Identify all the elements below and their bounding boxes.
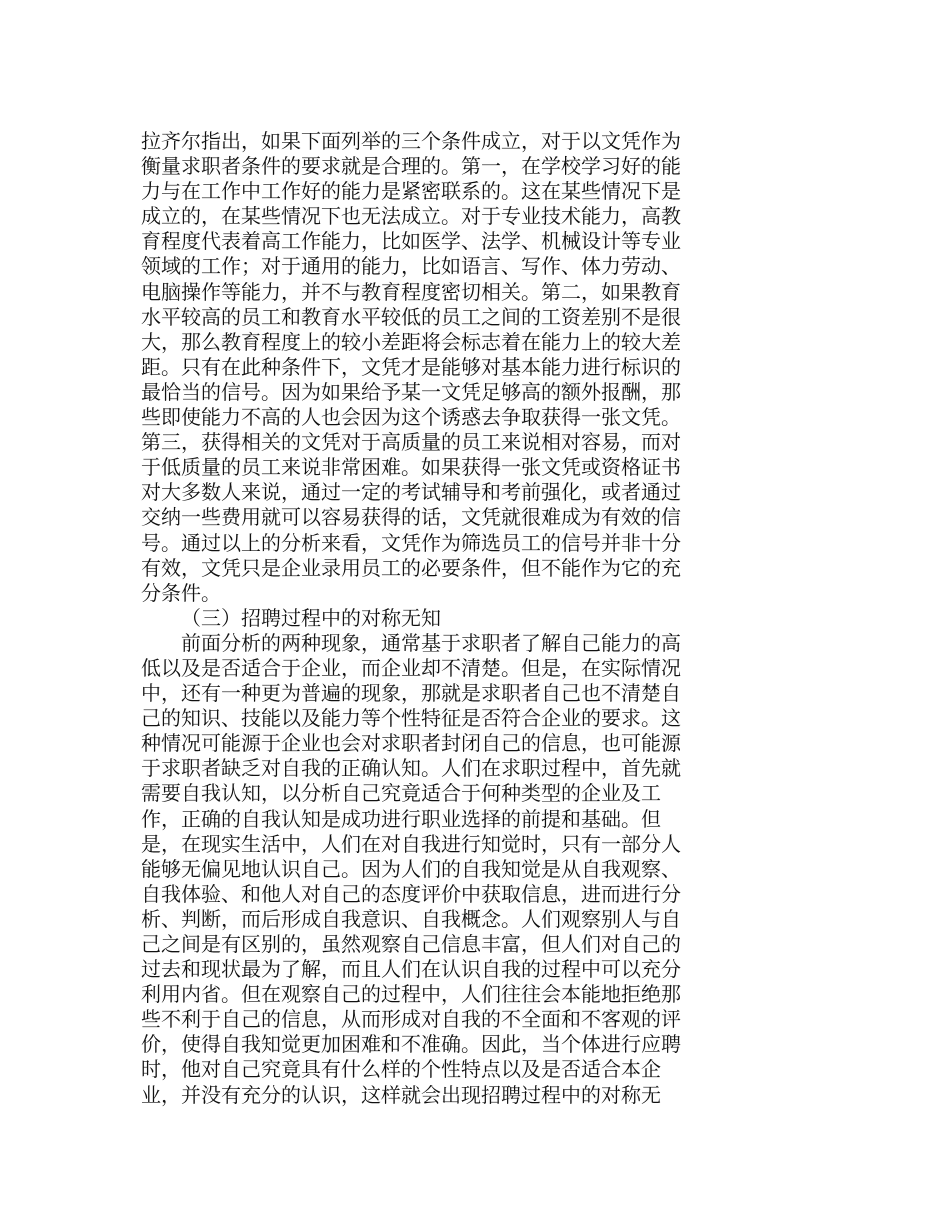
- text-line: 作，正确的自我认知是成功进行职业选择的前提和基础。但: [141, 806, 661, 831]
- text-line: 需要自我认知，以分析自己究竟适合于何种类型的企业及工: [141, 781, 661, 806]
- text-line: 第三，获得相关的文凭对于高质量的员工来说相对容易，而对: [141, 430, 681, 455]
- text-line: 析、判断，而后形成自我意识、自我概念。人们观察别人与自: [141, 906, 681, 931]
- text-line: 对大多数人来说，通过一定的考试辅导和考前强化，或者通过: [141, 480, 681, 505]
- text-line: 己之间是有区别的，虽然观察自己信息丰富，但人们对自己的: [141, 932, 681, 956]
- text-line: 是，在现实生活中，人们在对自我进行知觉时，只有一部分人: [141, 831, 681, 856]
- text-line: 种情况可能源于企业也会对求职者封闭自己的信息，也可能源: [141, 731, 681, 756]
- text-line: 过去和现状最为了解，而且人们在认识自我的过程中可以充分: [141, 957, 681, 982]
- text-line: 前面分析的两种现象，通常基于求职者了解自己能力的高: [181, 630, 681, 655]
- text-line: 领域的工作；对于通用的能力，比如语言、写作、体力劳动、: [141, 254, 681, 279]
- text-line: 大，那么教育程度上的较小差距将会标志着在能力上的较大差: [141, 329, 681, 354]
- paragraph-2: [141, 631, 741, 1108]
- text-line: 价，使得自我知觉更加困难和不准确。因此，当个体进行应聘: [141, 1032, 681, 1057]
- text-line: 己的知识、技能以及能力等个性特征是否符合企业的要求。这: [141, 706, 681, 731]
- text-line: 些即使能力不高的人也会因为这个诱惑去争取获得一张文凭。: [141, 405, 681, 430]
- text-line: 于低质量的员工来说非常困难。如果获得一张文凭或资格证书: [141, 455, 681, 480]
- text-line: 自我体验、和他人对自己的态度评价中获取信息，进而进行分: [141, 881, 681, 906]
- section-heading: （三）招聘过程中的对称无知: [181, 605, 441, 630]
- text-line: 时，他对自己究竟具有什么样的个性特点以及是否适合本企: [141, 1057, 661, 1082]
- text-line: 拉齐尔指出，如果下面列举的三个条件成立，对于以文凭作为: [141, 129, 681, 153]
- text-line: 分条件。: [141, 580, 221, 605]
- text-line: 育程度代表着高工作能力，比如医学、法学、机械设计等专业: [141, 229, 681, 254]
- text-line: 业，并没有充分的认识，这样就会出现招聘过程中的对称无: [141, 1082, 661, 1107]
- body-text: [141, 129, 741, 1108]
- text-line: 利用内省。但在观察自己的过程中，人们往往会本能地拒绝那: [141, 982, 681, 1007]
- text-line: 号。通过以上的分析来看，文凭作为筛选员工的信号并非十分: [141, 530, 681, 555]
- text-line: 有效，文凭只是企业录用员工的必要条件，但不能作为它的充: [141, 555, 681, 580]
- text-line: 成立的，在某些情况下也无法成立。对于专业技术能力，高教: [141, 204, 681, 229]
- text-line: 些不利于自己的信息，从而形成对自我的不全面和不客观的评: [141, 1007, 681, 1032]
- text-line: 于求职者缺乏对自我的正确认知。人们在求职过程中，首先就: [141, 756, 681, 781]
- paragraph-1: [141, 129, 741, 606]
- text-line: 最恰当的信号。因为如果给予某一文凭足够高的额外报酬，那: [141, 379, 681, 404]
- text-line: 能够无偏见地认识自己。因为人们的自我知觉是从自我观察、: [141, 856, 681, 881]
- text-line: 衡量求职者条件的要求就是合理的。第一，在学校学习好的能: [141, 154, 681, 179]
- text-line: 中，还有一种更为普遍的现象，那就是求职者自己也不清楚自: [141, 681, 681, 706]
- text-line: 低以及是否适合于企业，而企业却不清楚。但是，在实际情况: [141, 655, 681, 680]
- text-line: 电脑操作等能力，并不与教育程度密切相关。第二，如果教育: [141, 279, 681, 304]
- text-line: 水平较高的员工和教育水平较低的员工之间的工资差别不是很: [141, 304, 681, 329]
- text-line: 距。只有在此种条件下，文凭才是能够对基本能力进行标识的: [141, 354, 681, 379]
- text-line: 力与在工作中工作好的能力是紧密联系的。这在某些情况下是: [141, 179, 681, 204]
- text-line: 交纳一些费用就可以容易获得的话，文凭就很难成为有效的信: [141, 505, 681, 530]
